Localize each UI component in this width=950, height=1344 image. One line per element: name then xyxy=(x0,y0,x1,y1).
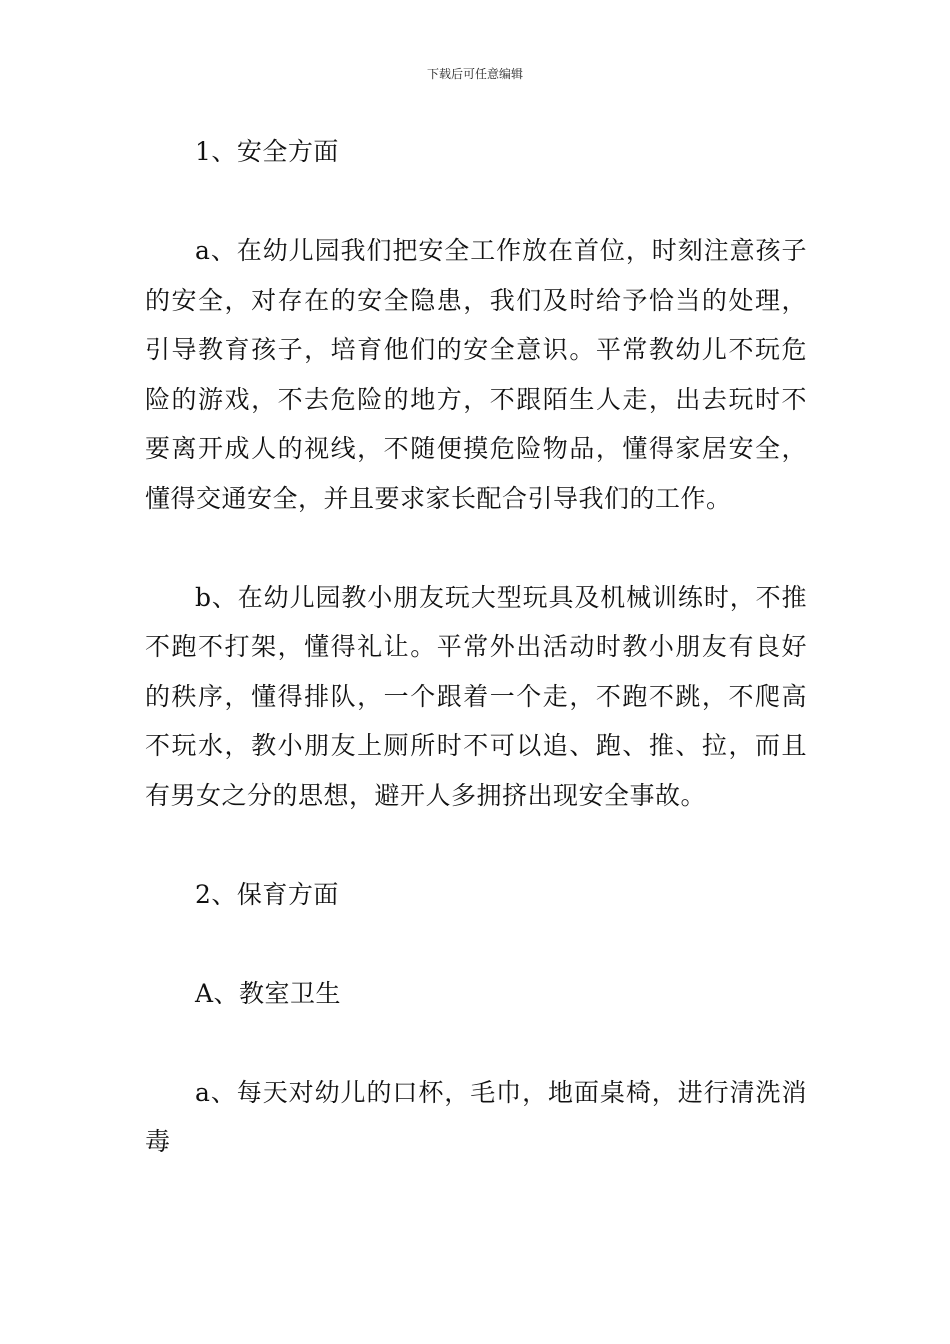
subheading-classroom-hygiene: A、教室卫生 xyxy=(195,978,342,1008)
paragraph-gap xyxy=(145,523,807,573)
paragraph-gap xyxy=(145,1018,807,1068)
paragraph-hygiene-a: a、每天对幼儿的口杯，毛巾，地面桌椅，进行清洗消毒 xyxy=(145,1077,807,1156)
section-heading-care: 2、保育方面 xyxy=(195,879,339,909)
paragraph-gap xyxy=(145,820,807,870)
section-heading-safety: 1、安全方面 xyxy=(195,137,339,166)
paragraph-safety-a: a、在幼儿园我们把安全工作放在首位，时刻注意孩子的安全，对存在的安全隐患，我们及时给予恰当的处理，引导教育孩子，培育他们的安全意识。平常教幼儿不玩危险的游戏，不去危险的地方，不跟陌生人走，出去玩时不要离开成人的视线，不随便摸危险物品，懂得家居安全，懂得交通安全，并且要求家长配合引导我们的工作。 xyxy=(145,236,807,513)
document-body xyxy=(145,127,807,1167)
paragraph-gap xyxy=(145,919,807,969)
paragraph-safety-b: b、在幼儿园教小朋友玩大型玩具及机械训练时，不推不跑不打架，懂得礼让。平常外出活动时教小朋友有良好的秩序，懂得排队，一个跟着一个走，不跑不跳，不爬高不玩水，教小朋友上厕所时不可以追、跑、推、拉，而且有男女之分的思想，避开人多拥挤出现安全事故。 xyxy=(145,582,807,810)
paragraph-gap xyxy=(145,177,807,227)
header-note: 下载后可任意编辑 xyxy=(426,67,523,81)
